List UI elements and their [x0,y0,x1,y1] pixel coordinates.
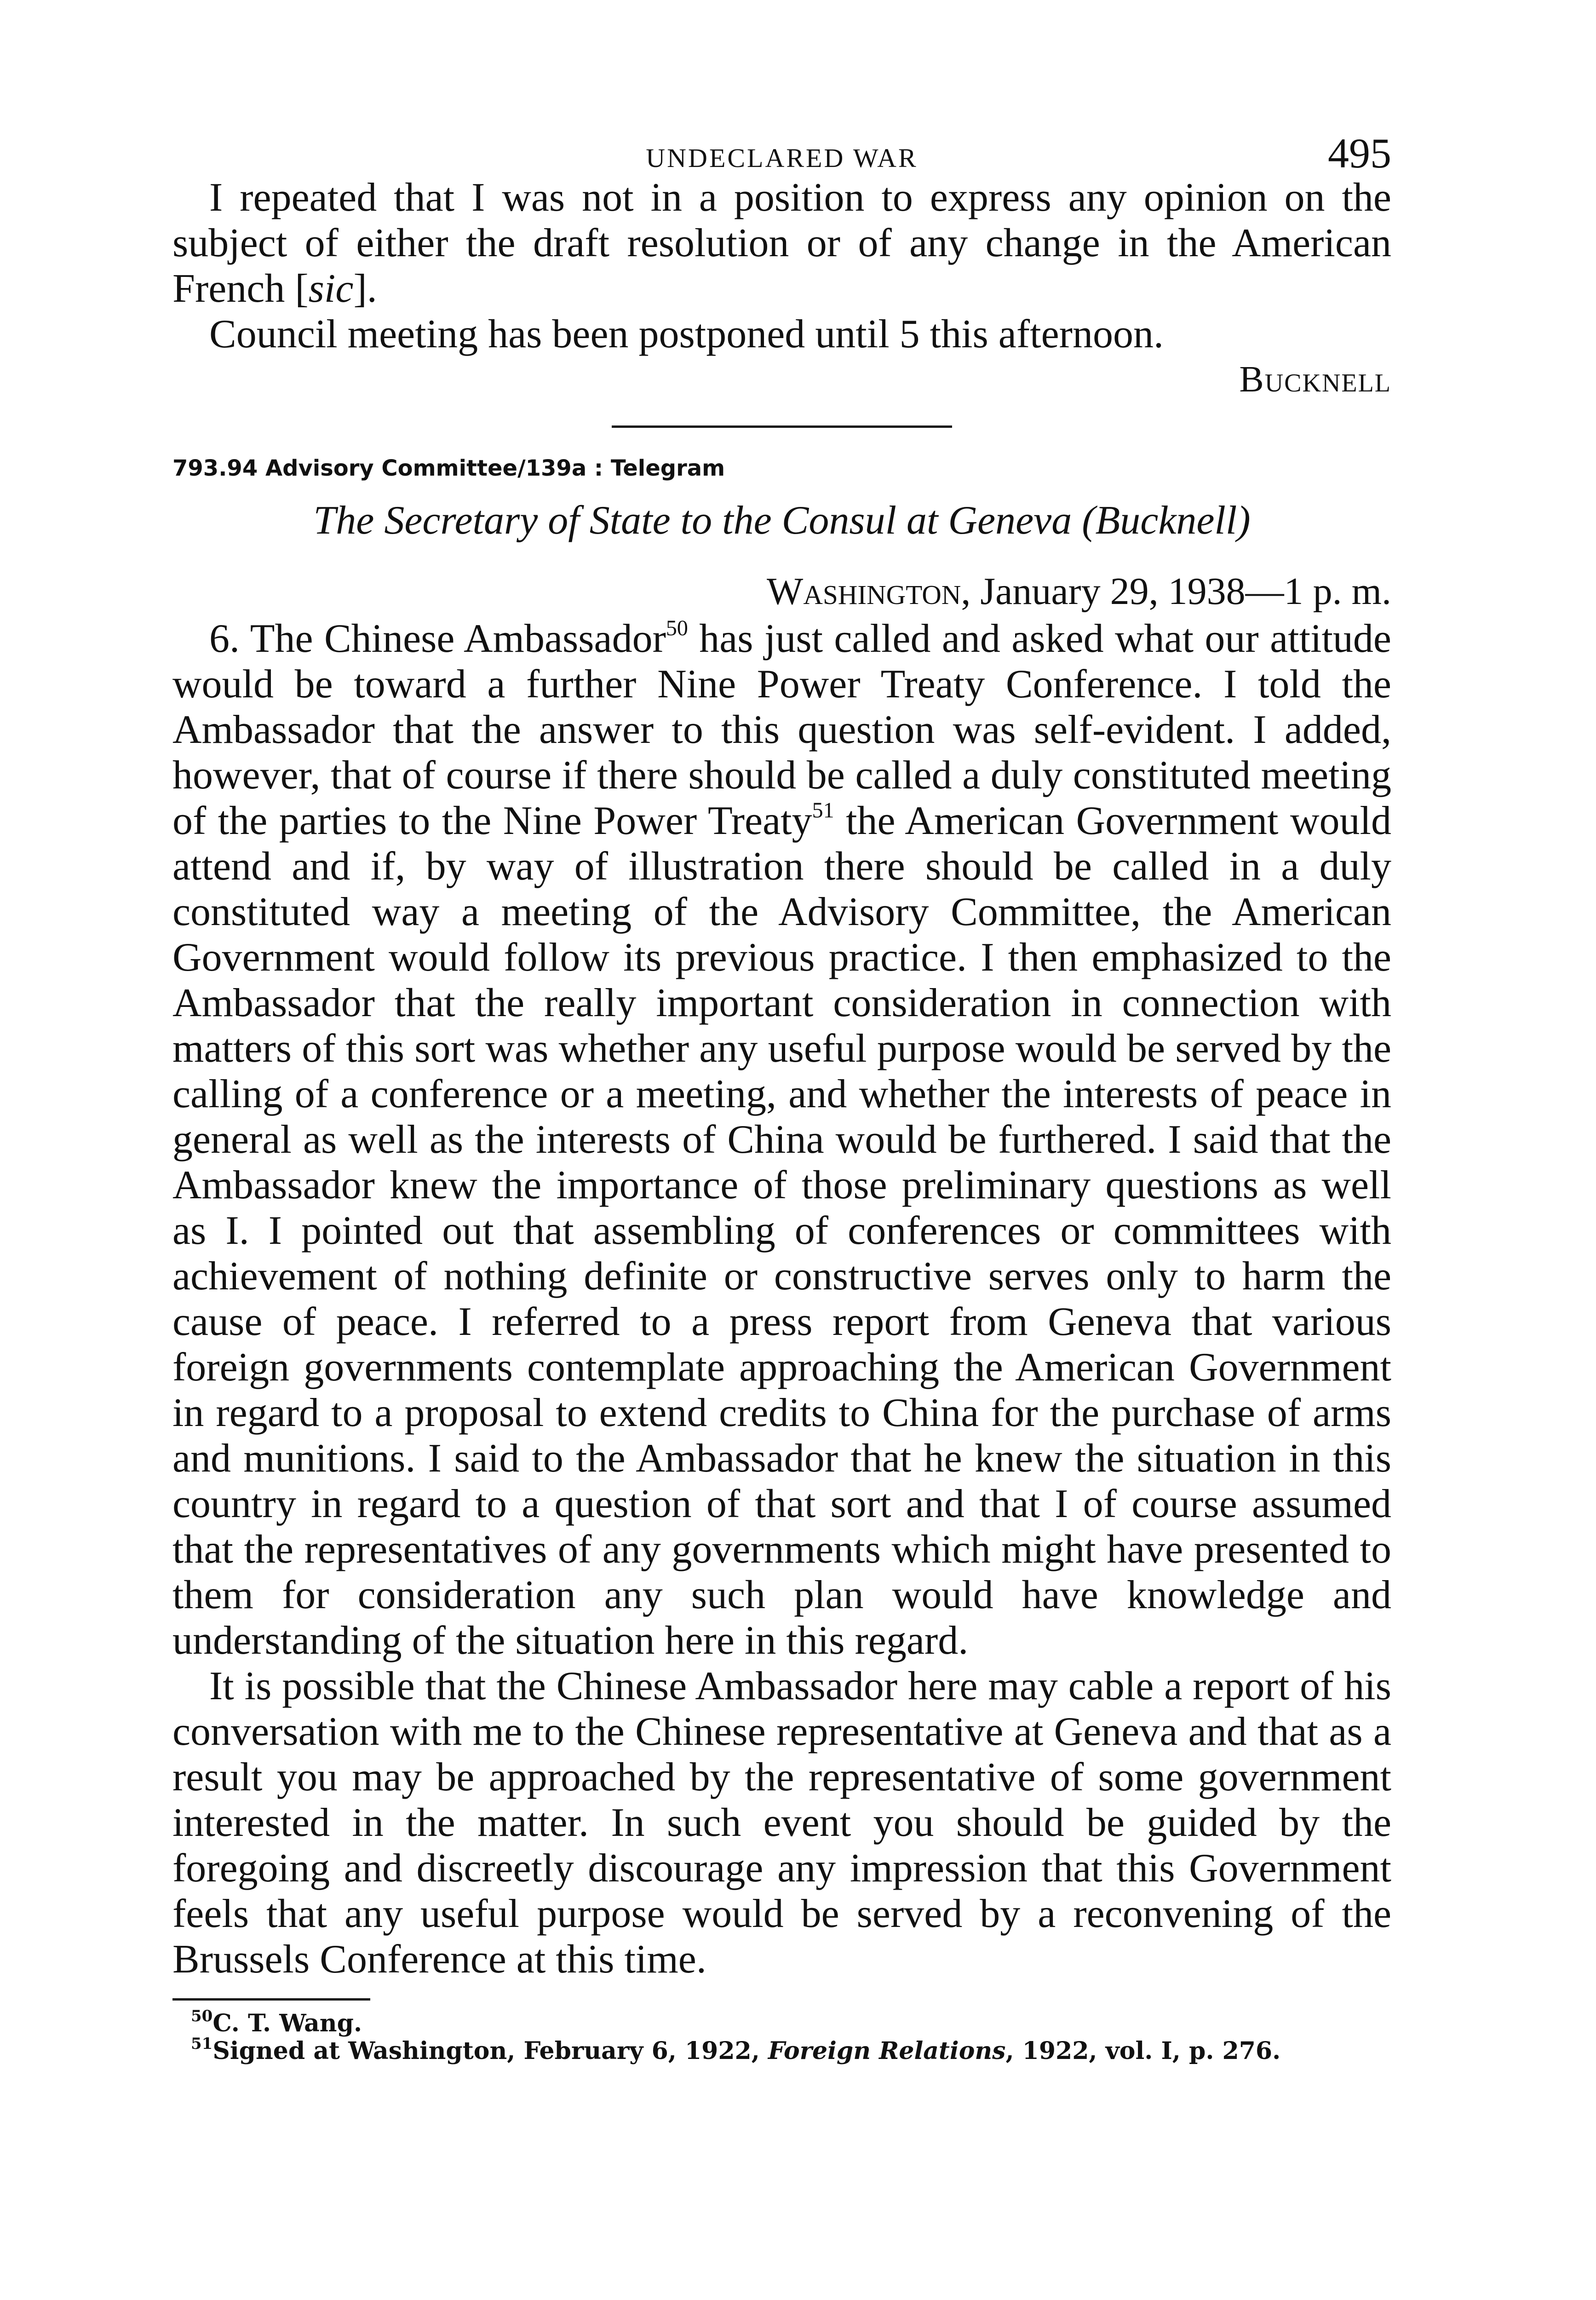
paragraph [172,616,1391,1663]
running-title: UNDECLARED WAR [646,143,918,173]
footnote-mark: 50 [191,2007,213,2025]
paragraph: It is possible that the Chinese Ambassador here may cable a report of his conversation with me to the Chinese representative at Geneva and that as a result you may be approached by the representative of some government interested in the matter. In such event you should be guided by the foregoing and discreetly discourage any impression that this Government feels that any useful purpose would be served by a reconvening of the Brussels Conference at this time. [172,1664,1391,1982]
footnotes [172,2007,1391,2065]
signature: Bucknell [1239,359,1391,400]
footnote-mark: 51 [191,2035,213,2053]
footnote-ref[interactable]: 51 [812,798,834,822]
running-head [172,120,1391,175]
file-reference: 793.94 Advisory Committee/139a : Telegram [172,455,725,481]
page-number: 495 [1328,130,1391,177]
footnote-publication-title: Foreign Relations [768,2037,1006,2065]
document-heading: The Secretary of State to the Consul at Geneva (Bucknell) [313,498,1251,543]
footnote-text: C. T. Wang. [212,2009,362,2037]
footnote-divider [172,1998,370,2001]
paragraph: Council meeting has been postponed until 5 this afternoon. [209,312,1164,356]
document-page [172,120,1391,2065]
paragraph-text: I repeated that I was not in a position to express any opinion on the subject of either the draft resolution or of any change in the American French [ [172,175,1391,311]
section-divider [612,426,952,428]
top-section [172,175,1391,402]
dateline-date: , January 29, 1938—1 p. m. [961,570,1391,613]
footnote-text: Signed at Washington, February 6, 1922, [212,2037,768,2065]
footnote-text-end: , 1922, vol. I, p. 276. [1005,2037,1281,2065]
paragraph-text: the American Government would attend and if, by way of illustration there should be called in a duly constituted way a meeting of the Advisory Committee, the American Government would follow its previous practice. I then emphasized to the Ambassador that the really important consideration in connection with matters of this sort was whether any useful purpose would be served by the calling of a conference or a meeting, and whether the interests of peace in general as well as the interests of China would be furthered. I said that the Ambassador knew the importance of those preliminary questions as well as I. I pointed out that assembling of conferences or committees with achievement of nothing definite or constructive serves only to harm the cause of peace. I referred to a press report from Geneva that various foreign governments contemplate approaching the American Government in regard to a proposal to extend credits to China for the purchase of arms and munitions. I said to the Ambassador that he knew the situation in this country in regard to a question of that sort and that I of course assumed that the representatives of any governments which might have presented to them for consideration any such plan would have knowledge and understanding of the situation here in this regard. [172,799,1391,1663]
footnote [172,2037,1391,2065]
paragraph-text: has just called and asked what our attitude would be toward a further Nine Power Treaty Conference. I told the Ambassador that the answer to this question was self-evident. I added, however, that of course if there should be called a duly constituted meeting of the parties to the Nine Power Treaty [172,616,1391,843]
paragraph-text-end: ]. [353,266,377,311]
footnote-ref[interactable]: 50 [666,616,688,640]
footnote [172,2007,1391,2037]
paragraph-text: 6. The Chinese Ambassador [209,616,666,661]
dateline [172,569,1391,614]
telegram-body [172,616,1391,1982]
dateline-place: Washington [767,570,961,613]
paragraph [172,175,1391,311]
sic-note: sic [308,266,354,311]
